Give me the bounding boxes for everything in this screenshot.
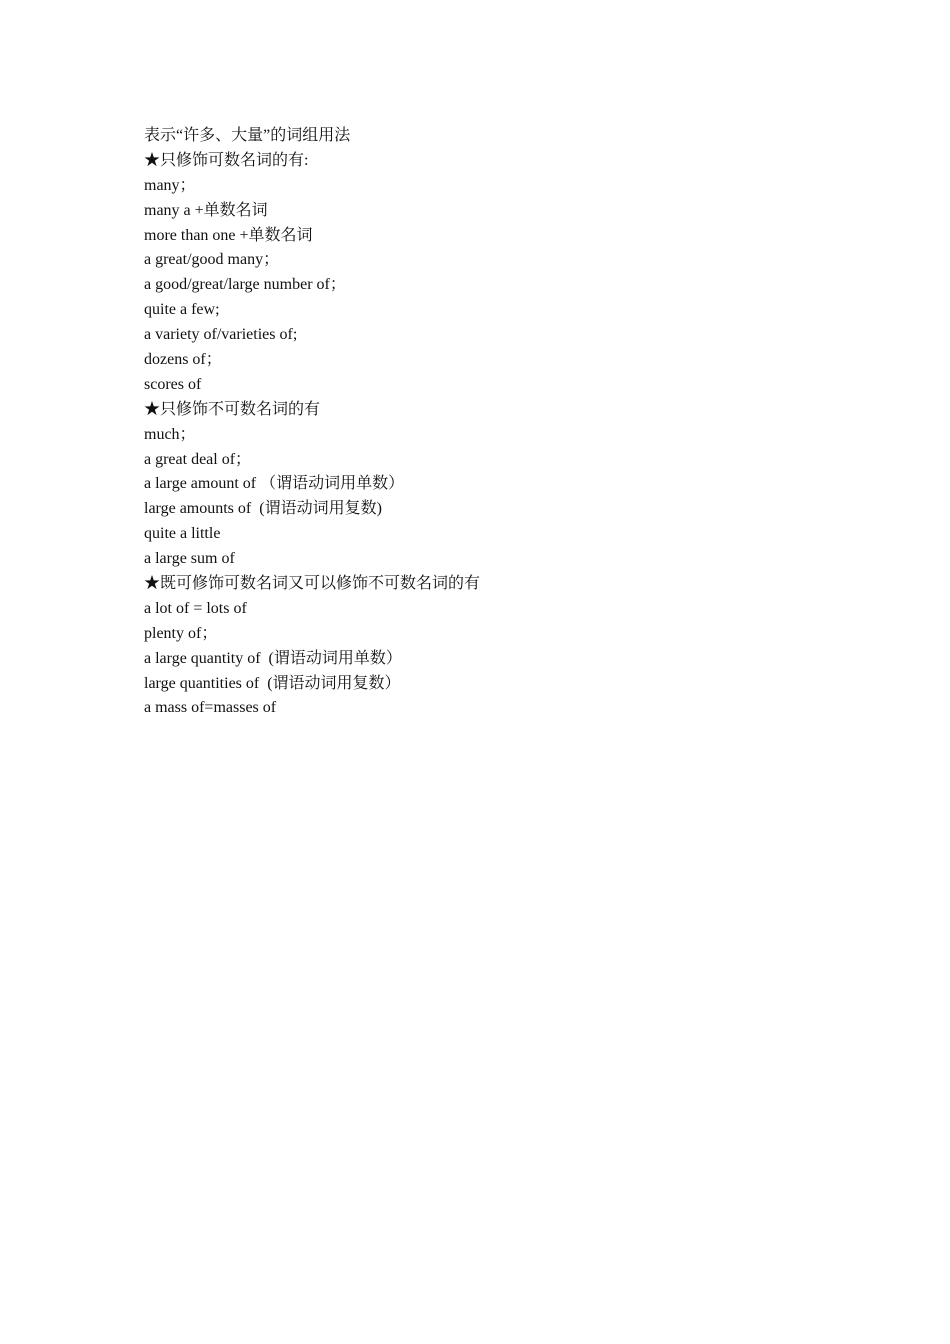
text-line: a good/great/large number of； [144, 276, 346, 294]
text-line: quite a few; [144, 301, 220, 319]
text-line: large quantities of (谓语动词用复数） [144, 674, 401, 692]
text-line: a lot of = lots of [144, 599, 247, 617]
section-heading-countable: ★只修饰可数名词的有: [144, 151, 309, 169]
text-line: a large quantity of (谓语动词用单数） [144, 649, 402, 667]
text-line: a mass of=masses of [144, 699, 277, 717]
text-line: plenty of； [144, 624, 218, 642]
text-line: large amounts of (谓语动词用复数) [144, 500, 382, 518]
section-heading-both: ★既可修饰可数名词又可以修饰不可数名词的有 [144, 575, 481, 593]
text-line: many； [144, 176, 196, 194]
text-line: much； [144, 425, 196, 443]
document-title: 表示“许多、大量”的词组用法 [144, 127, 351, 144]
text-line: a great/good many； [144, 251, 280, 269]
text-line: many a +单数名词 [144, 201, 268, 219]
text-line: dozens of； [144, 351, 222, 369]
text-line: a large sum of [144, 550, 235, 568]
text-line: a large amount of （谓语动词用单数） [144, 475, 405, 493]
text-line: a great deal of； [144, 450, 252, 468]
text-line: quite a little [144, 525, 221, 543]
text-line: scores of [144, 375, 202, 393]
section-heading-uncountable: ★只修饰不可数名词的有 [144, 400, 321, 418]
text-line: more than one +单数名词 [144, 226, 313, 244]
document-body [144, 124, 844, 721]
text-line: a variety of/varieties of; [144, 326, 298, 344]
